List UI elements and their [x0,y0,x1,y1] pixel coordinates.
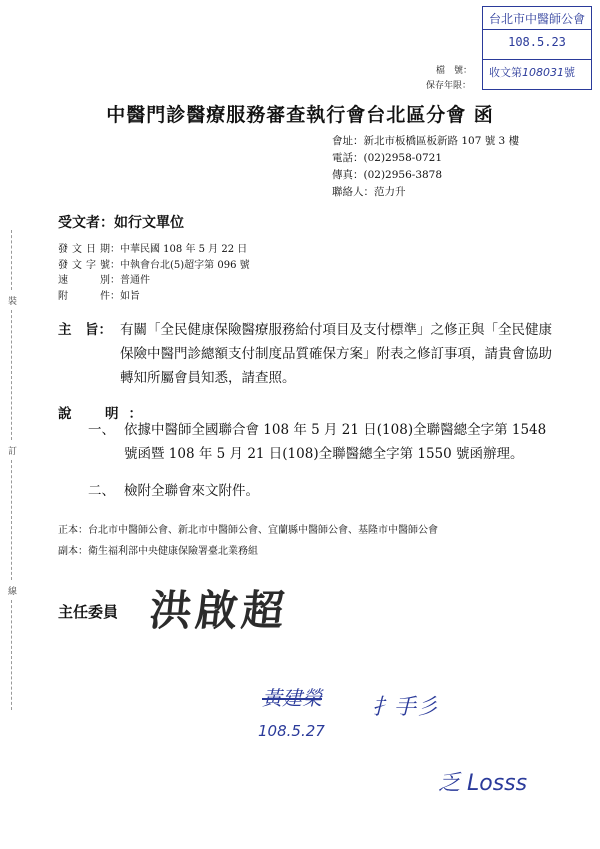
margin-mark-line: 線 [8,587,18,597]
doc-info-row: 發文字號：中執會台北(5)超字第 096 號 [58,258,250,274]
doc-info-row: 附件：如旨 [58,289,250,305]
doc-info-value: 如旨 [120,290,140,302]
doc-info [58,242,250,304]
stamp-org: 台北市中醫師公會 [483,9,591,30]
binding-line [11,460,12,580]
director-label: 主任委員 [58,603,119,621]
stamp-receive-suffix: 號 [564,66,575,79]
stamp-receive-number: 108031 [522,66,564,79]
file-no-label: 檔 號： [436,66,473,76]
page-title: 中醫門診醫療服務審查執行會台北區分會 函 [106,104,494,126]
receive-stamp [482,6,592,90]
explanation-item [88,481,548,501]
explanation-item-text: 依據中醫師全國聯合會 108 年 5 月 21 日(108)全聯醫總全字第 1548 號函暨 108 年 5 月 21 日(108)全聯醫總全字第 1550 號函辦理。 [124,422,547,462]
handwritten-signature-1: 黃建榮 [262,686,322,710]
binding-line [11,600,12,710]
stamp-date: 108.5.23 [508,35,566,49]
doc-info-row: 發文日期：中華民國 108 年 5 月 22 日 [58,242,250,258]
explanation-item [88,418,548,466]
retention-label: 保存年限： [426,81,472,91]
cc-recipients: 副本：衛生福利部中央健康保險署臺北業務組 [58,546,258,557]
director-signature-stamp: 洪啟超 [147,586,291,635]
margin-mark-bind: 裝 [8,297,18,307]
main-recipients: 正本：台北市中醫師公會、新北市中醫師公會、宜蘭縣中醫師公會、基隆市中醫師公會 [58,525,438,536]
doc-info-value: 中華民國 108 年 5 月 22 日 [120,244,248,255]
recipient: 受文者：如行文單位 [58,215,184,231]
stamp-receive-no [483,59,591,85]
handwritten-signature-3: 乏 Losss [438,771,528,796]
subject-text: 有關「全民健康保險醫療服務給付項目及支付標準」之修正與「全民健康保險中醫門診總額支付制度品質確保方案」附表之修訂事項，請貴會協助轉知所屬會員知悉，請查照。 [120,322,552,386]
doc-info-label: 發文字號 [58,259,110,271]
subject-label: 主 旨： [58,322,112,338]
binding-line [11,310,12,440]
contact-phone: 電話：(02)2958-0721 [332,152,443,164]
explanation-item-num: 二、 [88,483,115,499]
contact-fax: 傳真：(02)2956-3878 [332,169,443,181]
doc-info-label: 發文日期 [58,244,110,255]
contact-person: 聯絡人：范力升 [332,186,406,198]
contact-address: 會址：新北市板橋區板新路 107 號 3 樓 [332,135,520,147]
explanation-item-num: 一、 [88,422,115,438]
binding-line [11,230,12,290]
doc-info-label: 附件 [58,290,110,302]
doc-info-value: 普通件 [120,275,150,286]
stamp-receive-label: 收文第 [489,66,522,79]
doc-info-value: 中執會台北(5)超字第 096 號 [120,259,250,271]
contact-block [332,133,519,201]
handwritten-date: 108.5.27 [258,722,325,740]
doc-info-label: 速別 [58,275,110,286]
explanation-item-text: 檢附全聯會來文附件。 [124,483,259,499]
handwritten-signature-2: 扌手彡 [372,695,439,720]
explanation-label: 說 明： [58,406,152,422]
margin-mark-staple: 訂 [8,447,18,457]
subject-section [58,318,558,390]
doc-info-row: 速別：普通件 [58,273,250,289]
distribution-list [58,520,438,562]
